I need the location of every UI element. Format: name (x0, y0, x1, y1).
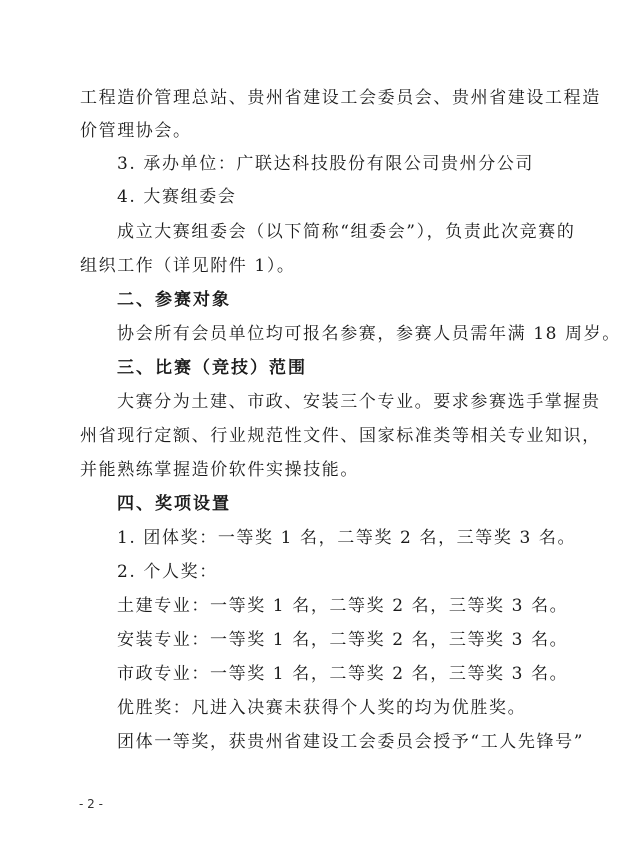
body-line: 成立大赛组委会（以下简称“组委会”），负责此次竞赛的 (117, 222, 576, 242)
body-line: 市政专业：一等奖 1 名，二等奖 2 名，三等奖 3 名。 (117, 664, 569, 684)
body-line: 州省现行定额、行业规范性文件、国家标准类等相关专业知识， (80, 426, 601, 446)
body-line: 价管理协会。 (80, 121, 192, 141)
section-heading: 四、奖项设置 (117, 494, 231, 514)
body-line: 工程造价管理总站、贵州省建设工会委员会、贵州省建设工程造 (80, 88, 601, 108)
body-line: 4. 大赛组委会 (117, 187, 237, 207)
body-line: 团体一等奖，获贵州省建设工会委员会授予“工人先锋号” (117, 732, 584, 752)
body-line: 安装专业：一等奖 1 名，二等奖 2 名，三等奖 3 名。 (117, 630, 569, 650)
body-line: 1. 团体奖：一等奖 1 名，二等奖 2 名，三等奖 3 名。 (117, 528, 577, 548)
page-number: - 2 - (79, 797, 103, 811)
section-heading: 二、参赛对象 (117, 290, 231, 310)
body-line: 优胜奖：凡进入决赛未获得个人奖的均为优胜奖。 (117, 698, 527, 718)
body-line: 并能熟练掌握造价软件实操技能。 (80, 460, 359, 480)
body-line: 2. 个人奖： (117, 562, 218, 582)
section-heading: 三、比赛（竞技）范围 (117, 358, 307, 378)
body-line: 土建专业：一等奖 1 名，二等奖 2 名，三等奖 3 名。 (117, 596, 569, 616)
body-line: 组织工作（详见附件 1）。 (80, 256, 296, 276)
body-line: 大赛分为土建、市政、安装三个专业。要求参赛选手掌握贵 (117, 392, 601, 412)
body-line: 协会所有会员单位均可报名参赛，参赛人员需年满 18 周岁。 (117, 324, 621, 344)
body-line: 3. 承办单位：广联达科技股份有限公司贵州分公司 (117, 154, 535, 174)
